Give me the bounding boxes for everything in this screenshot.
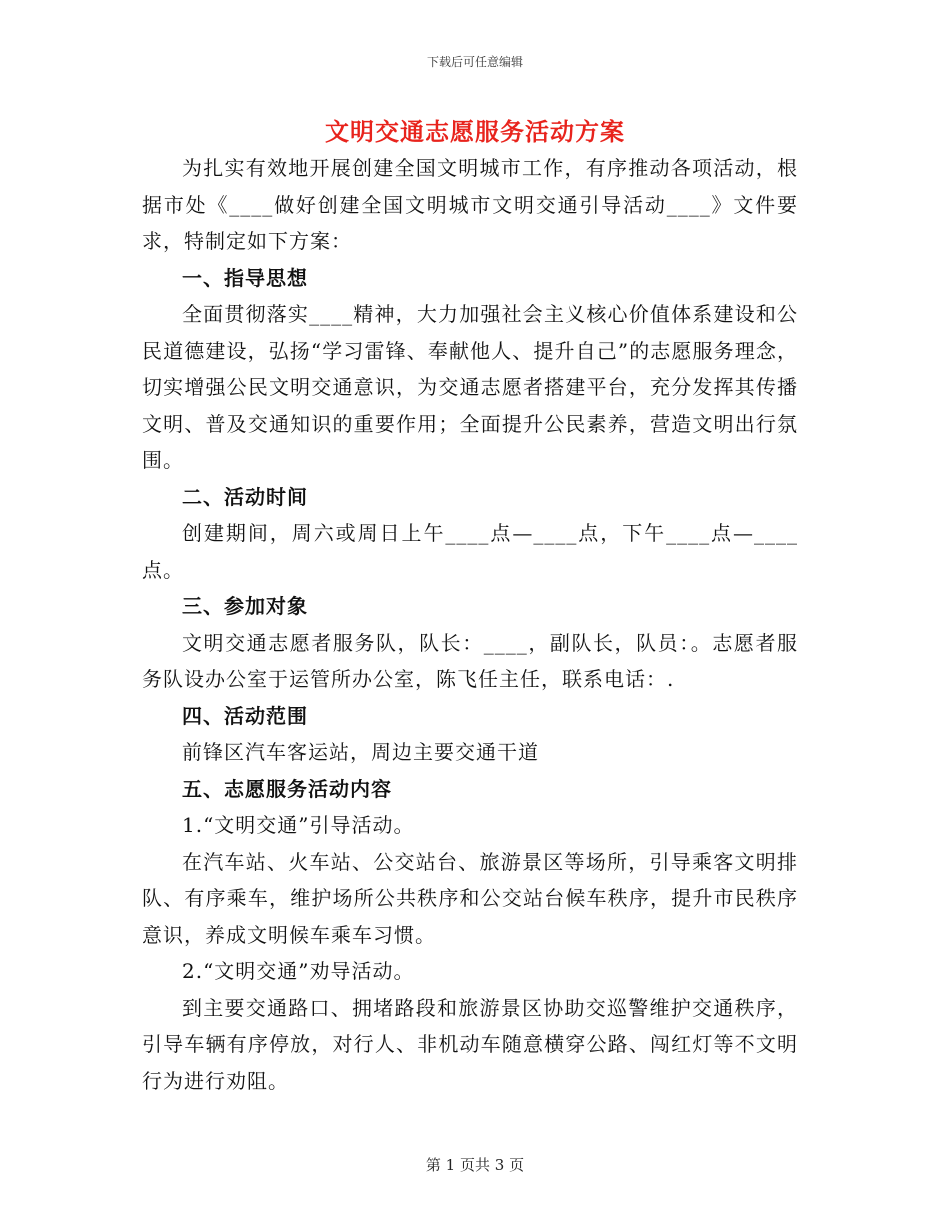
content-item-1-text: 在汽车站、火车站、公交站台、旅游景区等场所，引导乘客文明排队、有序乘车，维护场所公共秩序和公交站台候车秩序，提升市民秩序意识，养成文明候车乘车习惯。 <box>142 849 798 947</box>
document-title: 文明交通志愿服务活动方案 <box>325 117 625 146</box>
section-heading-guiding-ideology: 一、指导思想 <box>182 265 308 290</box>
section-text-participants: 文明交通志愿者服务队，队长：____，副队长，队员：。志愿者服务队设办公室于运管所办公室，陈飞任主任，联系电话：. <box>142 630 798 691</box>
section-heading-activity-scope: 四、活动范围 <box>182 703 308 728</box>
section-heading-activity-content: 五、志愿服务活动内容 <box>182 776 392 801</box>
section-text-activity-scope: 前锋区汽车客运站，周边主要交通干道 <box>182 740 539 764</box>
section-heading-participants: 三、参加对象 <box>182 594 308 618</box>
section-heading-activity-time: 二、活动时间 <box>182 484 308 509</box>
section-text-activity-time: 创建期间，周六或周日上午____点—____点，下午____点—____点。 <box>142 521 798 582</box>
content-item-1-title: 1.“文明交通”引导活动。 <box>182 813 415 837</box>
document-body <box>142 150 798 1099</box>
page-number: 第 1 页共 3 页 <box>425 1156 525 1174</box>
header-note: 下载后可任意编辑 <box>426 55 523 69</box>
content-item-2-title: 2.“文明交通”劝导活动。 <box>182 959 415 983</box>
section-text-guiding-ideology: 全面贯彻落实____精神，大力加强社会主义核心价值体系建设和公民道德建设，弘扬“学习雷锋、奉献他人、提升自己”的志愿服务理念，切实增强公民文明交通意识，为交通志愿者搭建平台，充分发挥其传播文明、普及交通知识的重要作用；全面提升公民素养，营造文明出行氛围。 <box>142 302 798 472</box>
intro-paragraph: 为扎实有效地开展创建全国文明城市工作，有序推动各项活动，根据市处《____做好创建全国文明城市文明交通引导活动____》文件要求，特制定如下方案： <box>142 156 798 253</box>
content-item-2-text: 到主要交通路口、拥堵路段和旅游景区协助交巡警维护交通秩序，引导车辆有序停放，对行人、非机动车随意横穿公路、闯红灯等不文明行为进行劝阻。 <box>142 995 798 1093</box>
